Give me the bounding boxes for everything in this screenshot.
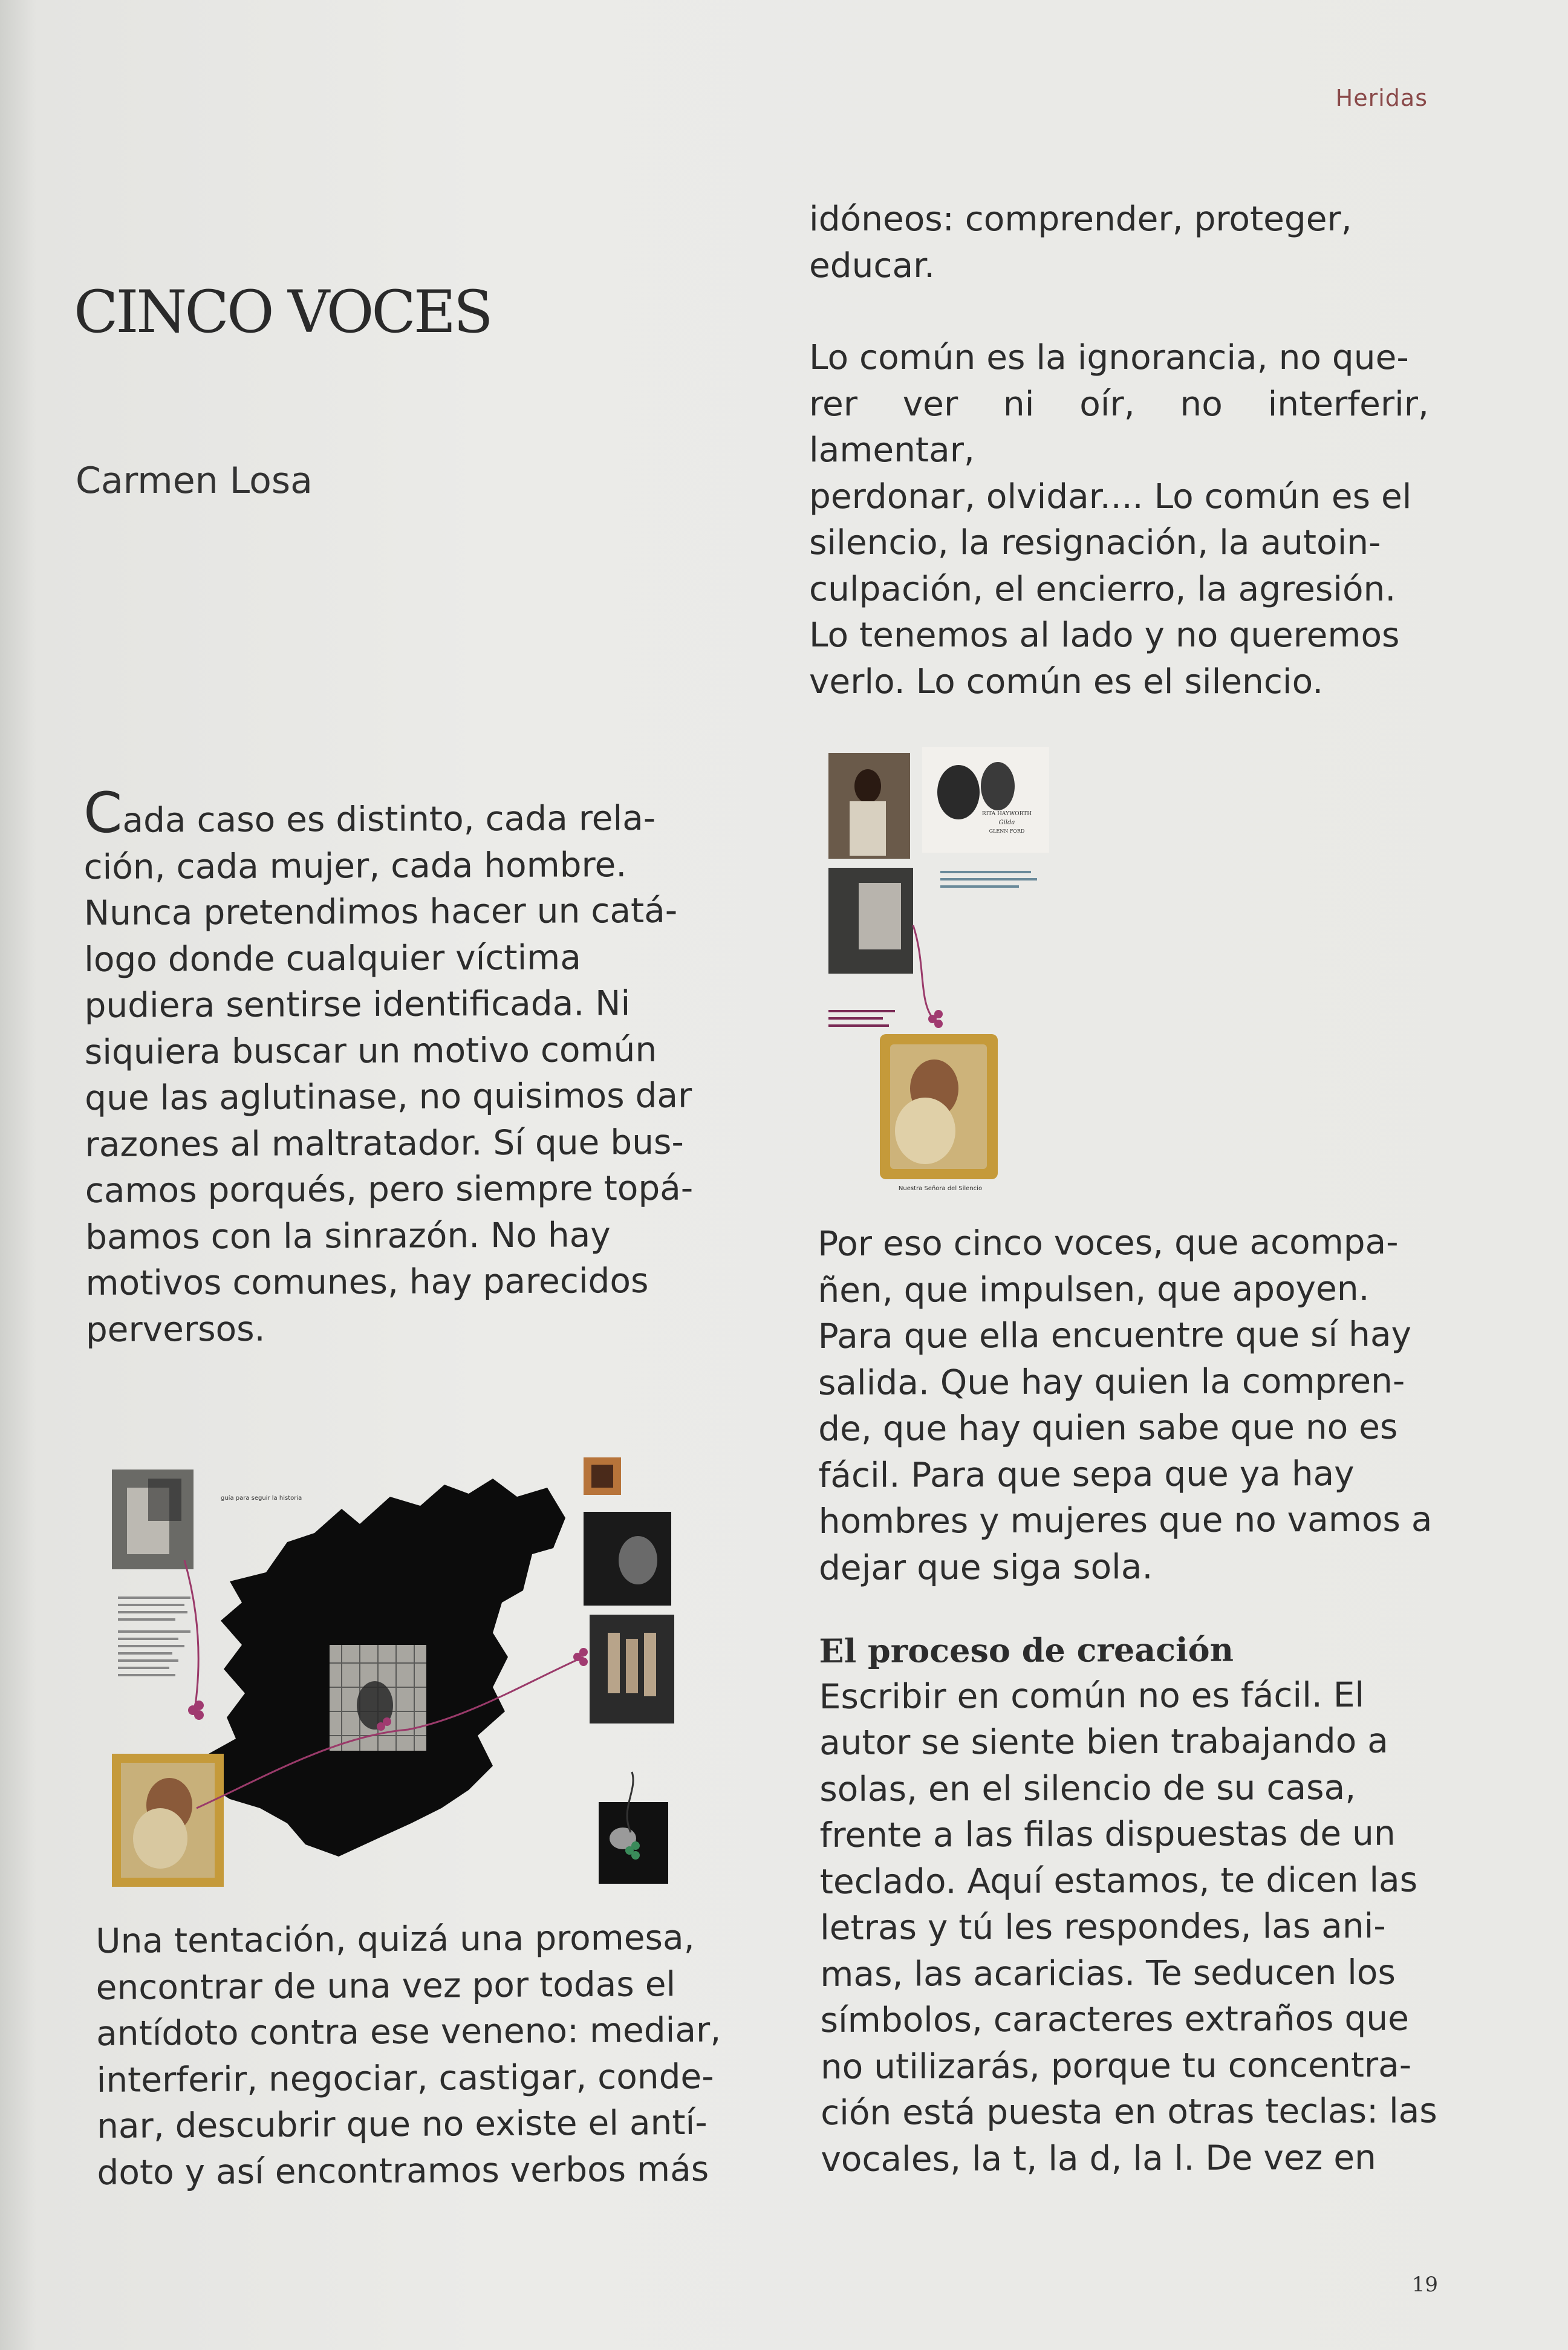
poster-name: Gilda — [998, 819, 1015, 826]
intro-paragraph — [83, 780, 715, 1353]
text-line: solas, en el silencio de su casa, — [819, 1768, 1356, 1809]
text-line: culpación, el encierro, la agresión. — [809, 569, 1396, 609]
poster-name: RITA HAYWORTH — [981, 811, 1032, 817]
paragraph — [818, 1219, 1436, 1592]
text-line: siquiera buscar un motivo común — [84, 1030, 657, 1072]
text-line: vocales, la t, la d, la l. De vez en — [821, 2138, 1376, 2179]
text-line: idóneos: comprender, proteger, — [809, 200, 1352, 239]
figure-caption: guía para seguir la historia — [221, 1495, 302, 1502]
clover-marker — [928, 1010, 943, 1028]
text-line: camos porqués, pero siempre topá- — [85, 1168, 694, 1211]
text-line: bamos con la sinrazón. No hay — [85, 1215, 611, 1257]
section-subheading: El proceso de creación — [819, 1630, 1234, 1670]
paragraph — [819, 1672, 1438, 2183]
text-line: nar, descubrir que no existe el antí- — [96, 2103, 708, 2146]
text-line: motivos comunes, hay parecidos — [85, 1261, 649, 1303]
text-line: Lo común es la ignorancia, no que- — [809, 338, 1409, 377]
paragraph — [809, 335, 1429, 705]
text-line: mas, las acaricias. Te seducen los — [820, 1953, 1396, 1994]
paragraph — [809, 197, 1429, 289]
legend-text-block — [118, 1597, 190, 1676]
text-line: perdonar, olvidar.... Lo común es el — [809, 477, 1412, 516]
text-line: autor se siente bien trabajando a — [819, 1721, 1388, 1763]
text-line: fácil. Para que sepa que ya hay — [818, 1454, 1355, 1496]
text-line: frente a las filas dispuestas de un — [819, 1814, 1396, 1855]
madonna-caption: Nuestra Señora del Silencio — [898, 1185, 983, 1192]
text-line: Escribir en común no es fácil. El — [819, 1675, 1365, 1717]
left-column-intro — [83, 780, 715, 1353]
text-line: ción, cada mujer, cada hombre. — [83, 845, 627, 887]
article-author: Carmen Losa — [76, 460, 313, 502]
text-line: logo donde cualquier víctima — [84, 937, 582, 980]
running-head: Heridas — [1335, 85, 1428, 111]
right-column-top — [809, 197, 1429, 705]
text-line: Una tentación, quizá una promesa, — [96, 1918, 695, 1961]
text-line: Por eso cinco voces, que acompa- — [818, 1222, 1399, 1264]
poster-name: GLENN FORD — [989, 828, 1025, 834]
article-title: CINCO VOCES — [74, 278, 491, 346]
text-line: símbolos, caracteres extraños que — [820, 1999, 1410, 2040]
text-line: encontrar de una vez por todas el — [96, 1964, 676, 2008]
text-line: Para que ella encuentre que sí hay — [818, 1315, 1412, 1356]
text-line: verlo. Lo común es el silencio. — [809, 662, 1324, 701]
text-line: antídoto contra ese veneno: mediar, — [96, 2010, 721, 2054]
left-column-continued — [96, 1915, 723, 2196]
text-line: doto y así encontramos verbos más — [97, 2149, 709, 2193]
text-line: perversos. — [85, 1309, 265, 1350]
text-line: pudiera sentirse identificada. Ni — [84, 984, 631, 1026]
text-line: no utilizarás, porque tu concentra- — [820, 2045, 1412, 2087]
red-thread — [913, 925, 931, 1016]
drop-cap: C — [83, 780, 123, 845]
text-line: razones al maltratador. Sí que bus- — [85, 1122, 684, 1165]
text-line: Lo tenemos al lado y no queremos — [809, 616, 1400, 655]
text-line: dejar que siga sola. — [818, 1547, 1153, 1588]
text-line: salida. Que hay quien la compren- — [818, 1361, 1405, 1403]
collage-small-figure — [822, 744, 1076, 1197]
text-line: letras y tú les respondes, las ani- — [819, 1906, 1386, 1948]
text-line: ción está puesta en otras teclas: las — [821, 2091, 1437, 2133]
text-line: Nunca pretendimos hacer un catá- — [83, 891, 678, 933]
page-number: 19 — [1411, 2273, 1438, 2297]
text-line: ada caso es distinto, cada rela- — [122, 798, 656, 841]
text-line: educar. — [809, 246, 935, 285]
text-line: de, que hay quien sabe que no es — [818, 1407, 1398, 1449]
text-line: silencio, la resignación, la autoin- — [809, 523, 1381, 562]
collage-map-figure — [106, 1451, 711, 1887]
text-line: rer ver ni oír, no interferir, lamentar, — [809, 384, 1429, 470]
text-line: ñen, que impulsen, que apoyen. — [818, 1269, 1370, 1310]
text-line: interferir, negociar, castigar, conde- — [96, 2057, 714, 2100]
text-line: que las aglutinase, no quisimos dar — [85, 1076, 692, 1118]
right-column-bottom — [818, 1219, 1438, 2183]
text-line: hombres y mujeres que no vamos a — [818, 1500, 1433, 1541]
text-line: teclado. Aquí estamos, te dicen las — [819, 1860, 1418, 1902]
